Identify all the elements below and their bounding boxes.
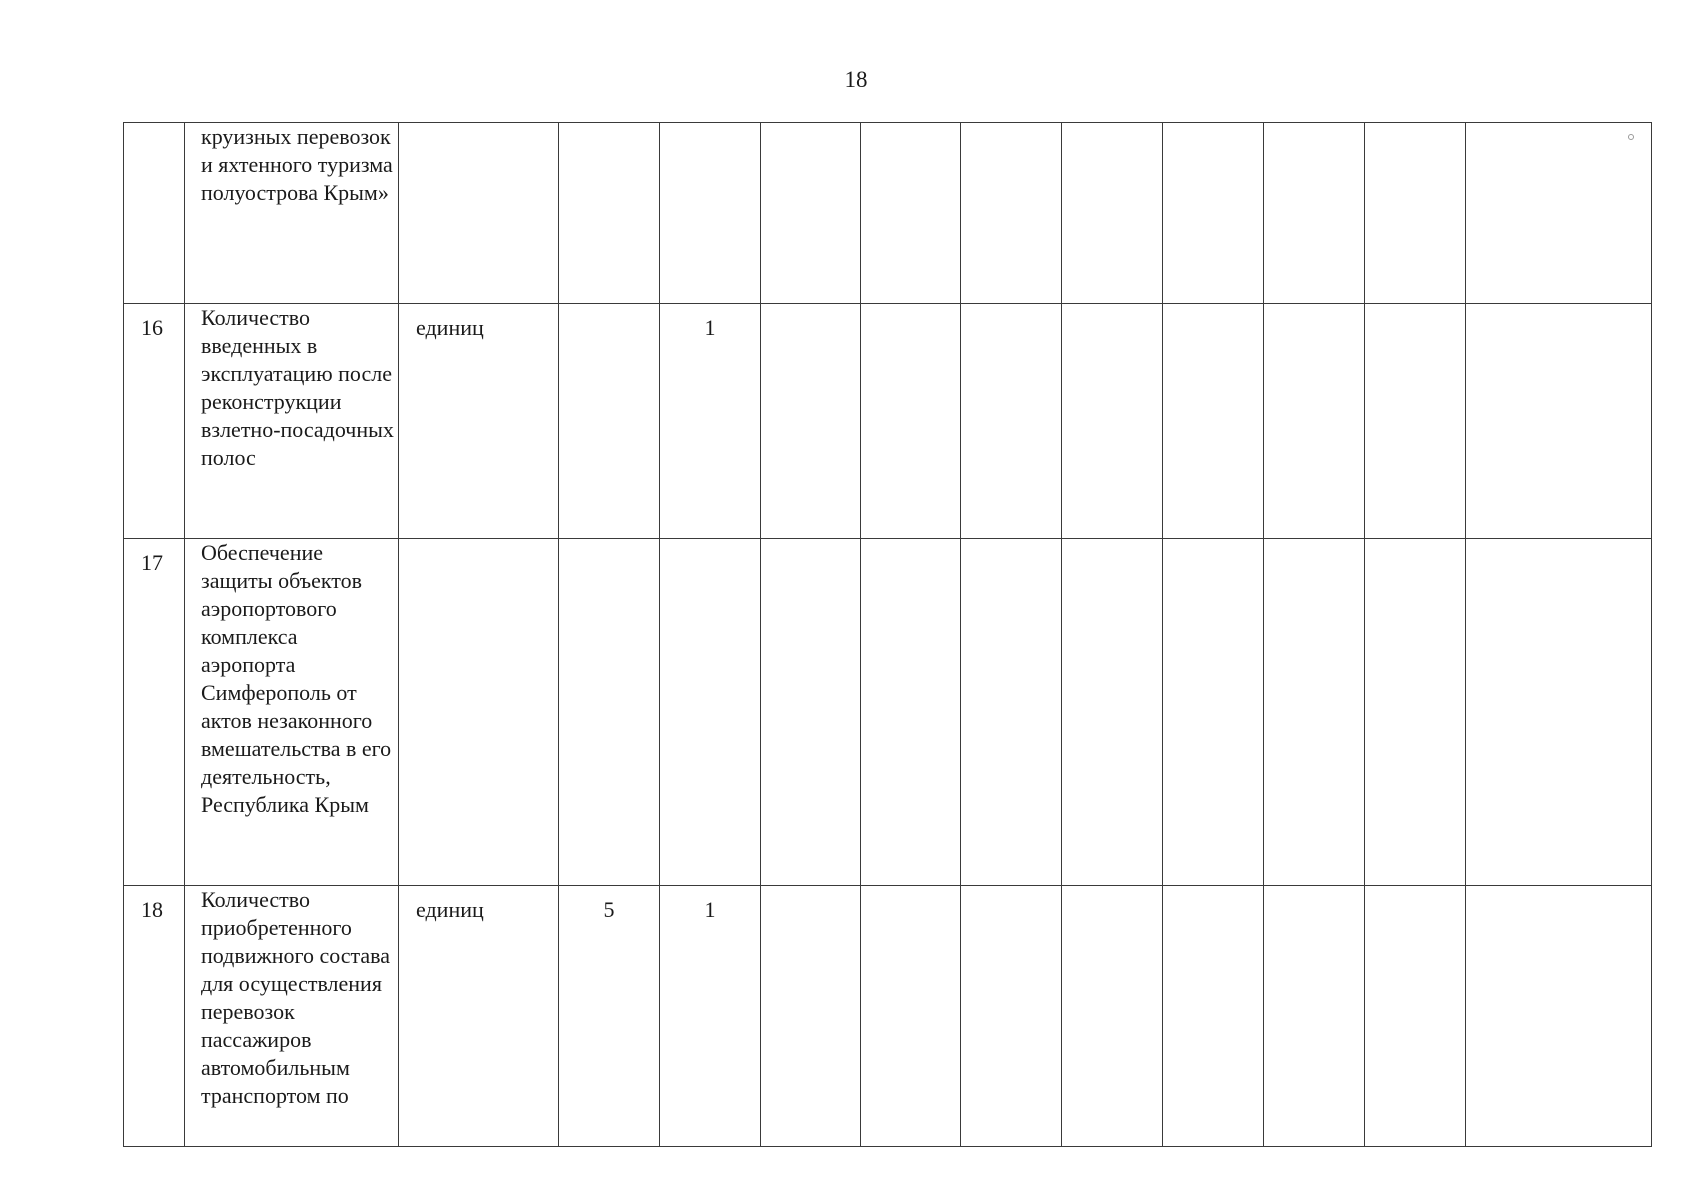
value-cell: 5 bbox=[559, 886, 660, 1147]
indicator-name: Количество приобретенного подвижного состава для осуществления перевозок пассажиров автомобильным транспортом по bbox=[185, 886, 399, 1147]
unit-cell bbox=[399, 123, 559, 304]
value-cell bbox=[660, 123, 761, 304]
empty-cell bbox=[961, 886, 1062, 1147]
empty-cell bbox=[1163, 304, 1264, 539]
value-cell bbox=[559, 123, 660, 304]
empty-cell bbox=[1466, 886, 1652, 1147]
row-number: 18 bbox=[124, 886, 185, 1147]
empty-cell bbox=[1466, 539, 1652, 886]
empty-cell bbox=[761, 304, 861, 539]
empty-cell bbox=[861, 539, 961, 886]
empty-cell bbox=[1062, 886, 1163, 1147]
empty-cell bbox=[1466, 123, 1652, 304]
empty-cell bbox=[861, 304, 961, 539]
empty-cell bbox=[1062, 304, 1163, 539]
row-number: 17 bbox=[124, 539, 185, 886]
indicator-name: круизных перевозок и яхтенного туризма полуострова Крым» bbox=[185, 123, 399, 304]
empty-cell bbox=[1264, 304, 1365, 539]
empty-cell bbox=[1365, 539, 1466, 886]
value-cell: 1 bbox=[660, 886, 761, 1147]
value-cell: 1 bbox=[660, 304, 761, 539]
table-row bbox=[124, 886, 1652, 1147]
empty-cell bbox=[1264, 123, 1365, 304]
empty-cell bbox=[1365, 304, 1466, 539]
table-row bbox=[124, 304, 1652, 539]
empty-cell bbox=[1062, 539, 1163, 886]
empty-cell bbox=[761, 539, 861, 886]
empty-cell bbox=[1365, 123, 1466, 304]
value-cell bbox=[559, 304, 660, 539]
empty-cell bbox=[1365, 886, 1466, 1147]
empty-cell bbox=[1163, 886, 1264, 1147]
indicator-name: Количество введенных в эксплуатацию после реконструкции взлетно-посадочных полос bbox=[185, 304, 399, 539]
empty-cell bbox=[1163, 539, 1264, 886]
empty-cell bbox=[1466, 304, 1652, 539]
value-cell bbox=[660, 539, 761, 886]
empty-cell bbox=[961, 539, 1062, 886]
unit-cell bbox=[399, 539, 559, 886]
empty-cell bbox=[861, 123, 961, 304]
row-number bbox=[124, 123, 185, 304]
scan-speck bbox=[1628, 134, 1634, 140]
table-row bbox=[124, 539, 1652, 886]
row-number: 16 bbox=[124, 304, 185, 539]
empty-cell bbox=[861, 886, 961, 1147]
unit-cell: единиц bbox=[399, 886, 559, 1147]
empty-cell bbox=[1264, 539, 1365, 886]
empty-cell bbox=[1062, 123, 1163, 304]
empty-cell bbox=[1163, 123, 1264, 304]
value-cell bbox=[559, 539, 660, 886]
empty-cell bbox=[761, 886, 861, 1147]
empty-cell bbox=[1264, 886, 1365, 1147]
indicator-name: Обеспечение защиты объектов аэропортового комплекса аэропорта Симферополь от актов незаконного вмешательства в его деятельность, Республика Крым bbox=[185, 539, 399, 886]
empty-cell bbox=[961, 304, 1062, 539]
empty-cell bbox=[761, 123, 861, 304]
indicators-table bbox=[123, 122, 1652, 1147]
empty-cell bbox=[961, 123, 1062, 304]
table-row bbox=[124, 123, 1652, 304]
unit-cell: единиц bbox=[399, 304, 559, 539]
page-number: 18 bbox=[844, 67, 868, 92]
